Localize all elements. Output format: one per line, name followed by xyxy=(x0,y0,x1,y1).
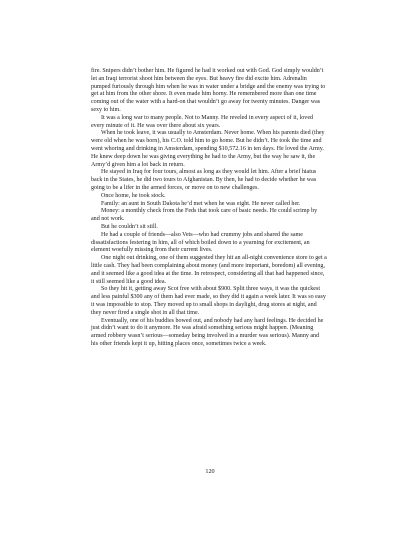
paragraph: fire. Snipers didn’t bother him. He figured he had it worked out with God. God simply wouldn’t let an Iraqi terrorist shoot him between the eyes. But heavy fire did excite him. Adrenalin pumped furiously through him when he was in water under a bridge and the enemy was trying to get at him from the other shore. It even made him horny. He remembered more than one time coming out of the water with a hard-on that wouldn’t go away for twenty minutes. Danger was sexy to him. xyxy=(91,68,326,113)
paragraph: Family: an aunt in South Dakota he’d met when he was eight. He never called her. xyxy=(101,200,301,207)
body-text xyxy=(91,68,327,349)
paragraph: He had a couple of friends—also Vets—who had crummy jobs and shared the same dissatisfactions festering in him, all of which boiled down to a yearning for excitement, an element woefully missing from their current lives. xyxy=(91,231,310,254)
paragraph: Money: a monthly check from the Feds that took care of basic needs. He could scrimp by and not work. xyxy=(91,208,318,223)
paragraph: It was a long war to many people. Not to Manny. He reveled in every aspect of it, loved every minute of it. He was over there about six years. xyxy=(91,114,314,129)
page-number: 120 xyxy=(205,468,215,475)
paragraph: When he took leave, it was usually to Amsterdam. Never home. When his parents died (they were old when he was born), his C.O. told him to go home. But he didn’t. He took the time and went whoring and drinking in Amsterdam, spending $10,572.16 in ten days. He loved the Army. He knew deep down he was giving everything he had to the Army, but the way he saw it, the Army’d given him a lot back in return. xyxy=(91,130,325,168)
paragraph: Eventually, one of his buddies bowed out, and nobody had any hard feelings. He decided he just didn’t want to do it anymore. He was afraid something serious might happen. (Meaning armed robbery wasn’t serious—someday being involved in a murder was serious). Manny and his other friends kept it up, hitting places once, sometimes twice a week. xyxy=(91,317,324,347)
paragraph: But he couldn’t sit still. xyxy=(101,223,158,230)
paragraph: He stayed in Iraq for four tours, almost as long as they would let him. After a brief hiatus back in the States, he did two tours to Afghanistan. By then, he had to decide whether he was going to be a lifer in the armed forces, or move on to new challenges. xyxy=(91,169,317,191)
paragraph: So they hit it, getting away Scot free with about $900. Split three ways, it was the quickest and less painful $300 any of them had ever made, so they did it again a week later. It was so easy it was impossible to stop. They moved up to small shops in daylight, drug stores at night, and they never fired a single shot in all that time. xyxy=(91,286,326,316)
paragraph: Once home, he took stock. xyxy=(101,192,166,199)
paragraph: One night out drinking, one of them suggested they hit an all-night convenience store to get a little cash. They had been complaining about money (and more important, boredom) all evening, and it seemed like a good idea at the time. In retrospect, considering all that had happened since, it still seemed like a good idea. xyxy=(91,255,327,285)
